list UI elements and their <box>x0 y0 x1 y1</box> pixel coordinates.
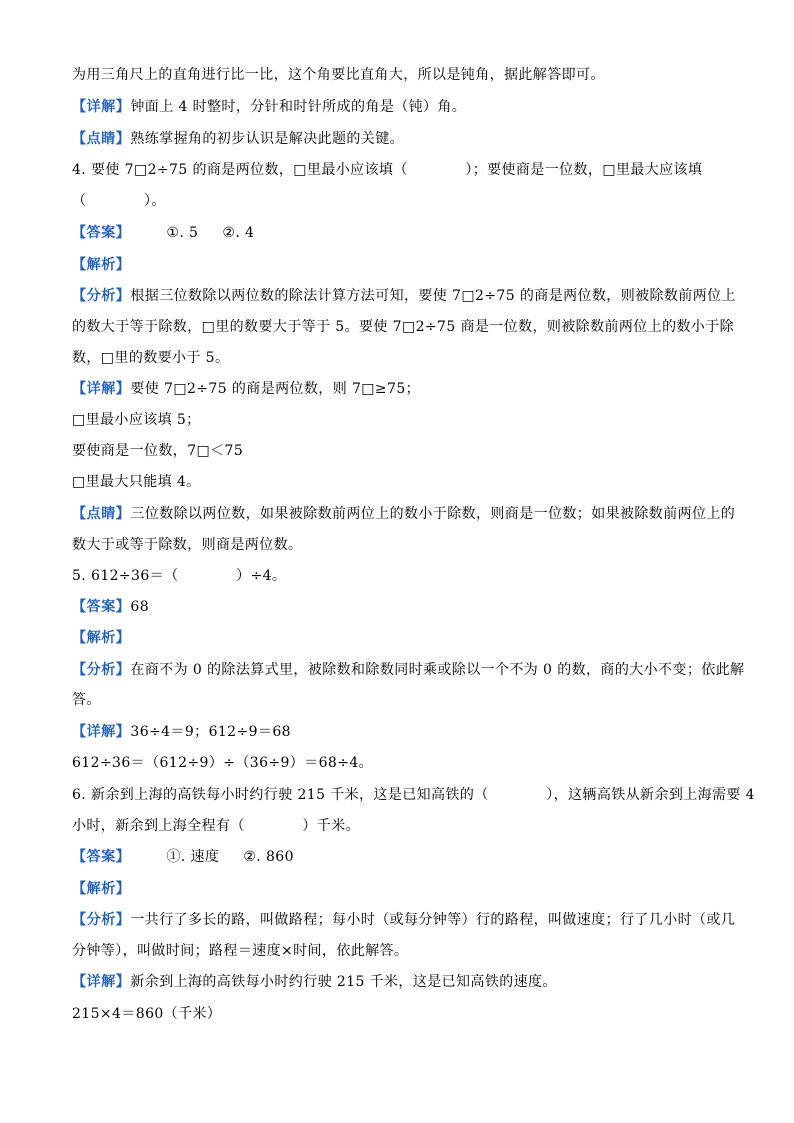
analysis-tag: 【解析】 <box>72 881 131 897</box>
text-line: 215×4＝860（千米） <box>72 1006 222 1022</box>
detail-line: 【详解】新余到上海的高铁每小时约行驶 215 千米，这是已知高铁的速度。 <box>72 974 557 990</box>
analysis-heading <box>72 254 728 276</box>
answer-tag: 【答案】 <box>72 225 131 241</box>
detail-tag: 【详解】 <box>72 99 131 115</box>
answer-tag: 【答案】 <box>72 599 131 615</box>
analysis-heading <box>72 627 728 649</box>
analysis-tag: 【解析】 <box>72 257 131 273</box>
question-6: 6. 新余到上海的高铁每小时约行驶 215 千米，这是已知高铁的（ ），这辆高铁从新余到上海需要 4 <box>72 787 755 803</box>
answer-tag: 【答案】 <box>72 849 131 865</box>
detail-line: 【详解】要使 7□2÷75 的商是两位数，则 7□≥75； <box>72 381 421 397</box>
text-line: 答。 <box>72 692 101 708</box>
analysis-heading <box>72 878 728 900</box>
answer-line: 【答案】68 <box>72 599 150 615</box>
analysis-sub-tag: 【分析】 <box>72 912 131 928</box>
tip-tag: 【点睛】 <box>72 506 131 522</box>
analysis-tag: 【解析】 <box>72 630 131 646</box>
detail-tag: 【详解】 <box>72 381 131 397</box>
tip-tag: 【点睛】 <box>72 131 131 147</box>
analysis-line: 【分析】在商不为 0 的除法算式里，被除数和除数同时乘或除以一个不为 0 的数，商的大小不变；依此解 <box>72 662 745 678</box>
analysis-sub-tag: 【分析】 <box>72 662 131 678</box>
answer-2: ②. 4 <box>222 225 255 241</box>
text-line: 的数大于等于除数，□里的数要大于等于 5。要使 7□2÷75 商是一位数，则被除数前两位上的数小于除 <box>72 319 735 335</box>
text-line: □里最大只能填 4。 <box>72 474 201 490</box>
question-4-cont: （ ）。 <box>72 193 166 209</box>
answer-1: ①. 5 <box>166 225 199 241</box>
text-line: 数大于或等于除数，则商是两位数。 <box>72 537 303 553</box>
answer-line <box>72 846 728 868</box>
question-4: 4. 要使 7□2÷75 的商是两位数，□里最小应该填（ ）；要使商是一位数，□里最大应该填 <box>72 162 703 178</box>
text-line: □里最小应该填 5； <box>72 412 201 428</box>
answer-line <box>72 222 728 244</box>
analysis-line: 【分析】一共行了多长的路，叫做路程；每小时（或每分钟等）行的路程，叫做速度；行了几小时（或几 <box>72 912 736 928</box>
answer-2: ②. 860 <box>243 849 294 865</box>
text-line: 612÷36＝（612÷9）÷（36÷9）＝68÷4。 <box>72 755 374 771</box>
detail-line: 【详解】36÷4＝9；612÷9＝68 <box>72 724 291 740</box>
text-line: 数，□里的数要小于 5。 <box>72 350 230 366</box>
analysis-line: 【分析】根据三位数除以两位数的除法计算方法可知，要使 7□2÷75 的商是两位数，则被除数前两位上 <box>72 288 736 304</box>
tip-line: 【点睛】熟练掌握角的初步认识是解决此题的关键。 <box>72 131 405 147</box>
answer-1: ①. 速度 <box>166 849 220 865</box>
detail-line: 【详解】钟面上 4 时整时，分针和时针所成的角是（钝）角。 <box>72 99 467 115</box>
question-5: 5. 612÷36＝（ ）÷4。 <box>72 568 287 584</box>
detail-tag: 【详解】 <box>72 974 131 990</box>
question-6-cont: 小时，新余到上海全程有（ ）千米。 <box>72 818 360 834</box>
text-line: 分钟等），叫做时间；路程＝速度×时间，依此解答。 <box>72 943 409 959</box>
text-line: 要使商是一位数，7□＜75 <box>72 443 244 459</box>
analysis-sub-tag: 【分析】 <box>72 288 131 304</box>
detail-tag: 【详解】 <box>72 724 131 740</box>
text-line: 为用三角尺上的直角进行比一比，这个角要比直角大，所以是钝角，据此解答即可。 <box>72 67 605 83</box>
tip-line: 【点睛】三位数除以两位数，如果被除数前两位上的数小于除数，则商是一位数；如果被除数前两位上的 <box>72 506 736 522</box>
